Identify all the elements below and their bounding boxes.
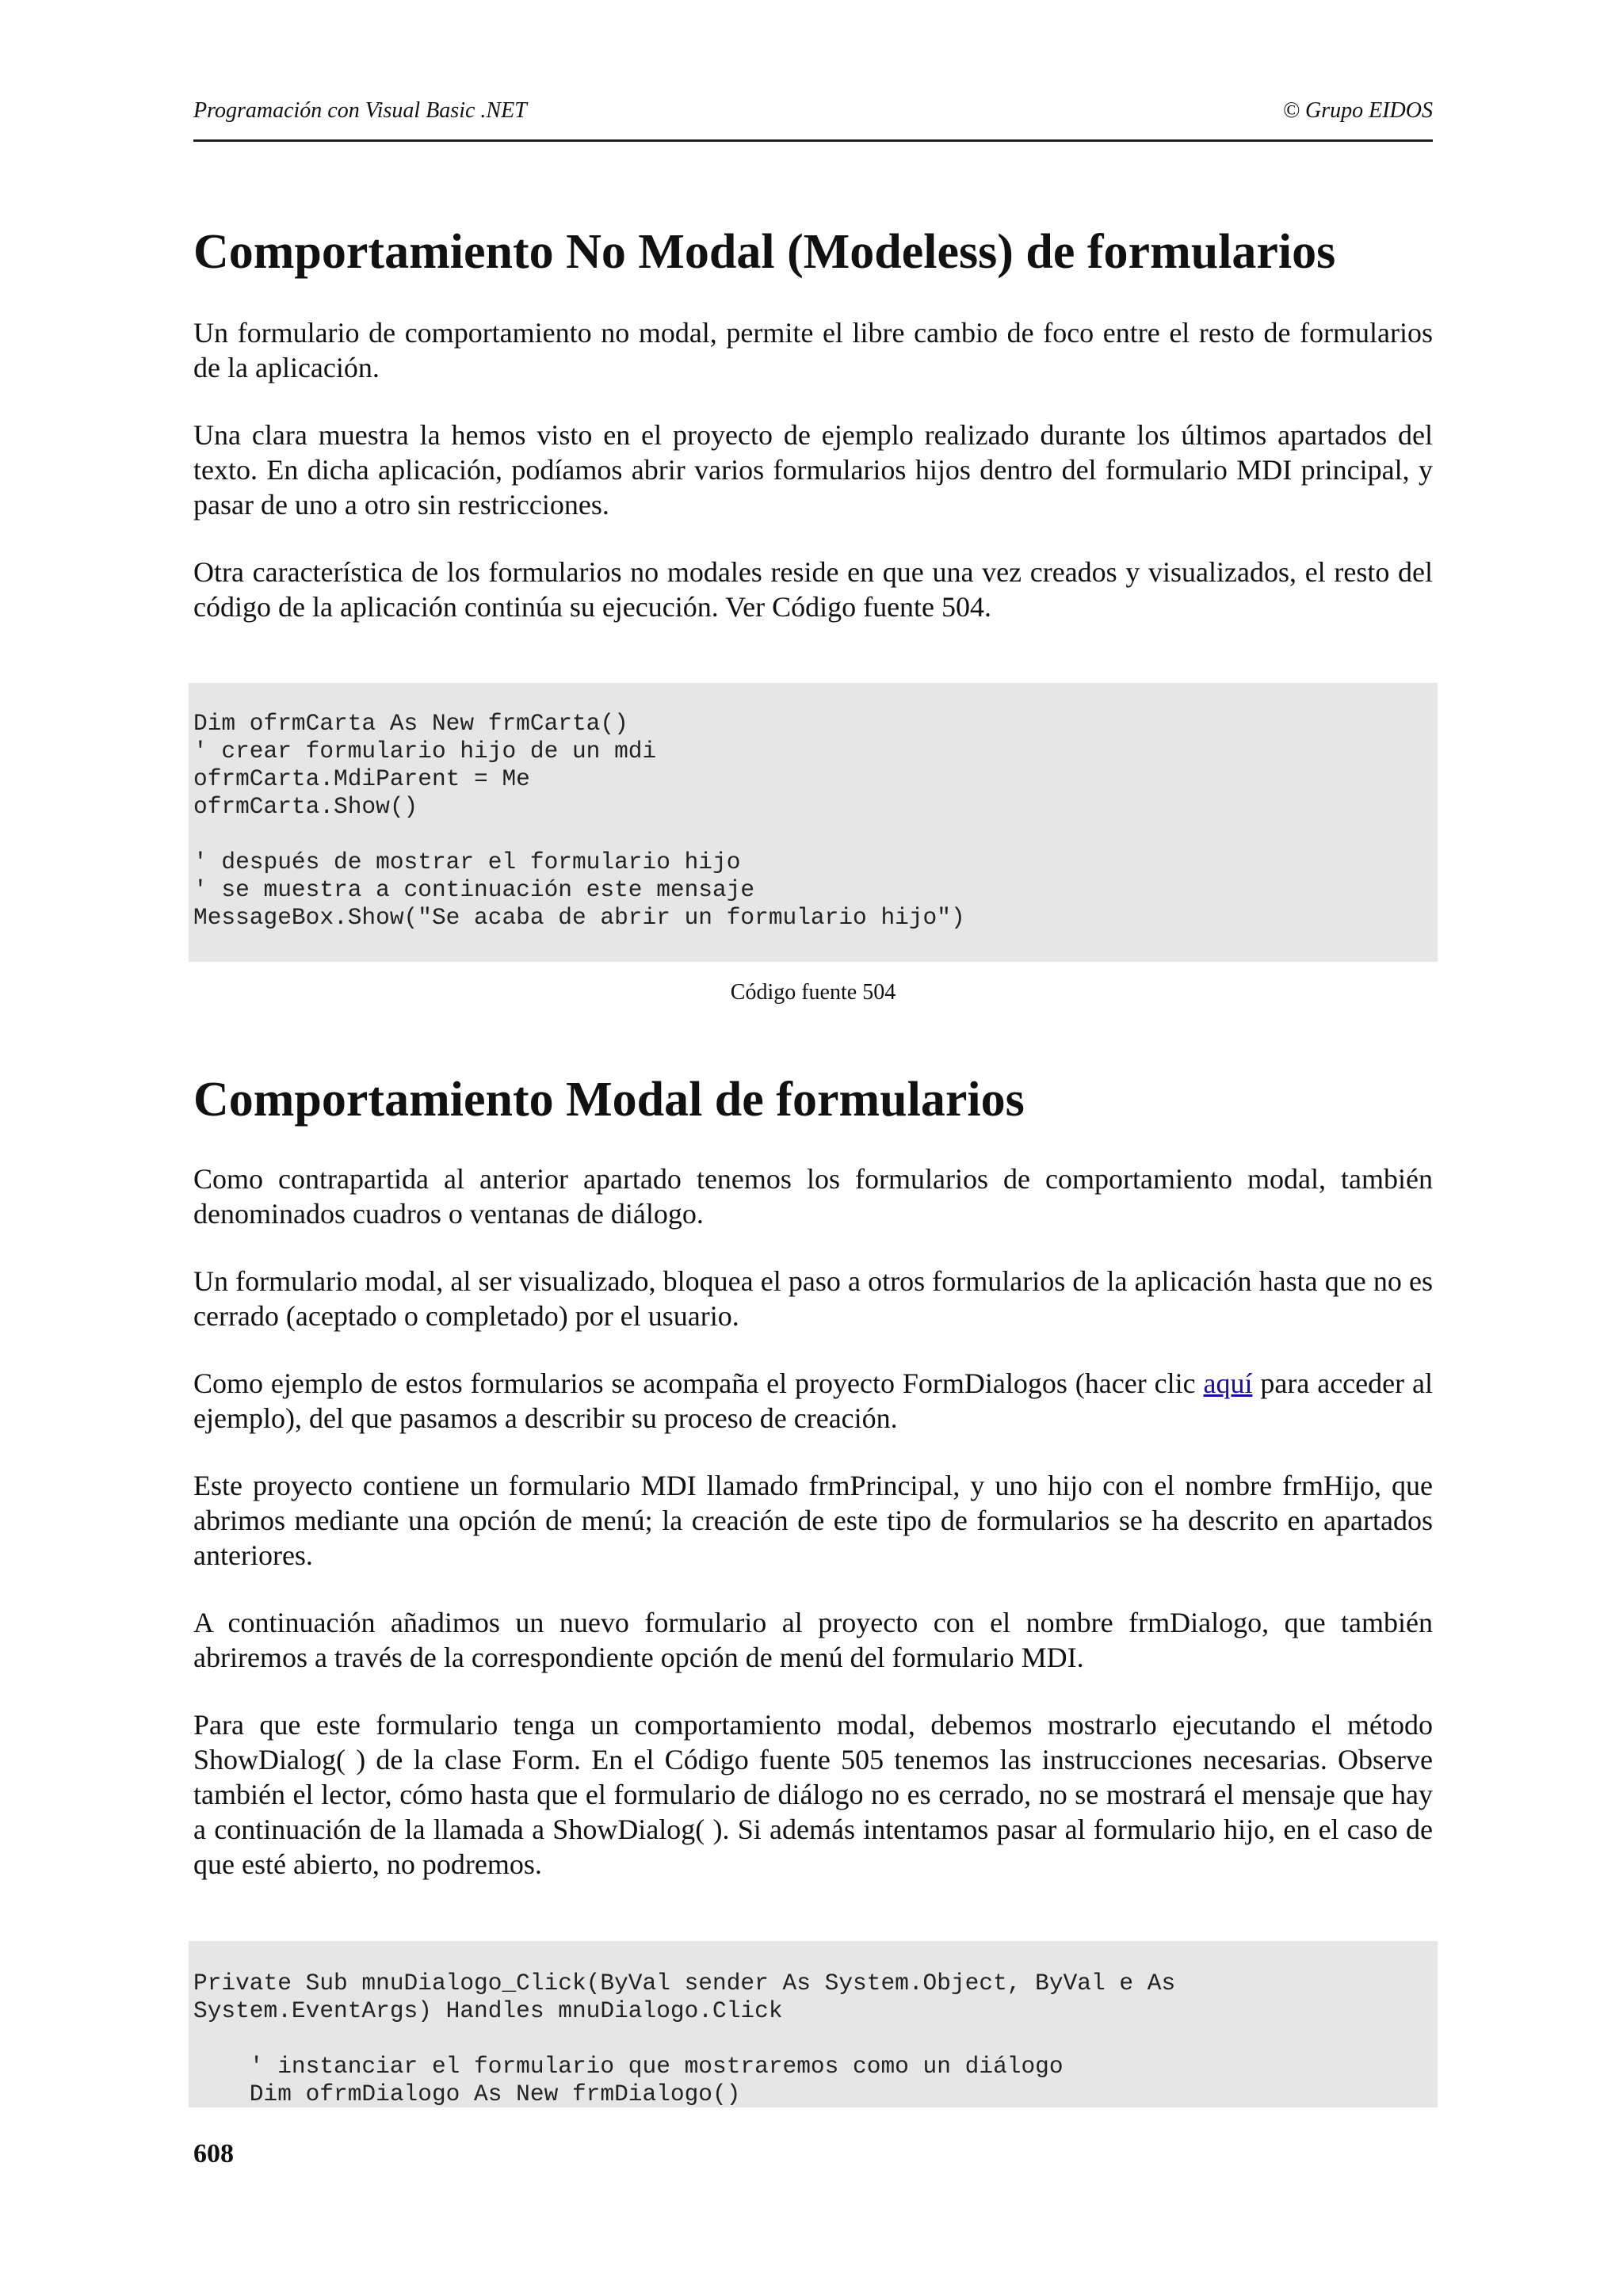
paragraph-modeless-execution: Otra característica de los formularios no modales reside en que una vez creados y visualizados, el resto del código de la aplicación continúa su ejecución. Ver Código fuente 504.: [193, 556, 1433, 623]
code-line: ofrmCarta.MdiParent = Me: [193, 765, 530, 792]
section-title-modeless: Comportamiento No Modal (Modeless) de formularios: [193, 225, 1336, 279]
paragraph-modal-example: [193, 1366, 1433, 1436]
code-line: ' crear formulario hijo de un mdi: [193, 738, 657, 765]
paragraph-showdialog: Para que este formulario tenga un comportamiento modal, debemos mostrarlo ejecutando el método ShowDialog( ) de la clase Form. En el Código fuente 505 tenemos las instrucciones necesarias. Observe también el lector, cómo hasta que el formulario de diálogo no es cerrado, no se mostrará el mensaje que hay a continuación de la llamada a ShowDialog( ). Si además intentamos pasar al formulario hijo, en el caso de que esté abierto, no podremos.: [193, 1709, 1433, 1880]
code-line: Private Sub mnuDialogo_Click(ByVal sender As System.Object, ByVal e As: [193, 1970, 1176, 1997]
paragraph-new-dialog-form: A continuación añadimos un nuevo formulario al proyecto con el nombre frmDialogo, que también abriremos a través de la correspondiente opción de menú del formulario MDI.: [193, 1607, 1433, 1673]
paragraph-text: Como ejemplo de estos formularios se acompaña el proyecto FormDialogos (hacer clic: [193, 1367, 1204, 1399]
paragraph-modeless-intro: Un formulario de comportamiento no modal, permite el libre cambio de foco entre el resto de formularios de la aplicación.: [193, 317, 1433, 383]
code-line: [193, 821, 1433, 849]
header-publisher: © Grupo EIDOS: [1282, 98, 1433, 123]
code-line: System.EventArgs) Handles mnuDialogo.Click: [193, 1997, 783, 2024]
page-number: 608: [193, 2139, 234, 2168]
code-caption-504: Código fuente 504: [730, 980, 896, 1005]
code-line: ' instanciar el formulario que mostraremos como un diálogo: [193, 2053, 1064, 2080]
paragraph-modal-intro: Como contrapartida al anterior apartado tenemos los formularios de comportamiento modal, también denominados cuadros o ventanas de diálogo.: [193, 1163, 1433, 1230]
paragraph-modal-blocking: Un formulario modal, al ser visualizado, bloquea el paso a otros formularios de la aplicación hasta que no es cerrado (aceptado o completado) por el usuario.: [193, 1265, 1433, 1332]
code-line: MessageBox.Show("Se acaba de abrir un formulario hijo"): [193, 904, 965, 931]
code-line: ofrmCarta.Show(): [193, 793, 418, 820]
header-book-title: Programación con Visual Basic .NET: [193, 98, 527, 123]
code-line: Dim ofrmDialogo As New frmDialogo(): [193, 2081, 741, 2107]
code-block-504: [189, 683, 1438, 962]
code-block-505: [189, 1941, 1438, 2107]
code-line: Dim ofrmCarta As New frmCarta(): [193, 710, 628, 737]
paragraph-mdi-project: Este proyecto contiene un formulario MDI llamado frmPrincipal, y uno hijo con el nombre frmHijo, que abrimos mediante una opción de menú; la creación de este tipo de formularios se ha descrito en apartados anteriores.: [193, 1470, 1433, 1571]
code-line: ' se muestra a continuación este mensaje: [193, 876, 755, 903]
example-link[interactable]: aquí: [1203, 1367, 1253, 1399]
paragraph-text: para acceder al ejemplo), del que pasamos a describir su proceso de creación.: [193, 1367, 1433, 1434]
code-line: [193, 2025, 1433, 2053]
paragraph-modeless-example: Una clara muestra la hemos visto en el proyecto de ejemplo realizado durante los últimos apartados del texto. En dicha aplicación, podíamos abrir varios formularios hijos dentro del formulario MDI principal, y pasar de uno a otro sin restricciones.: [193, 419, 1433, 521]
code-line: ' después de mostrar el formulario hijo: [193, 849, 741, 875]
running-header: [193, 93, 1433, 142]
section-title-modal: Comportamiento Modal de formularios: [193, 1073, 1025, 1127]
